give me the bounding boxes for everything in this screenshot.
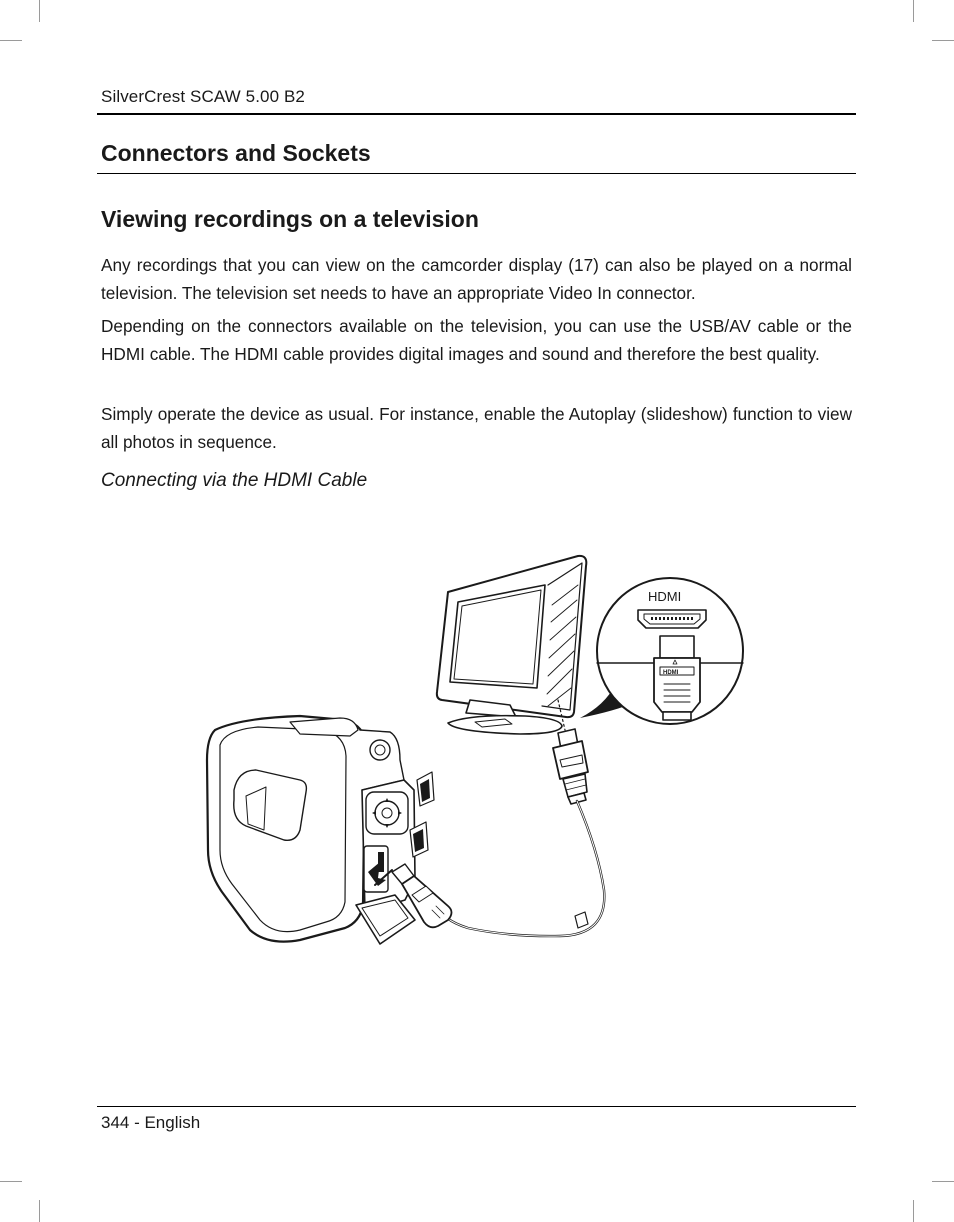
hdmi-connection-illustration <box>200 545 760 955</box>
crop-mark <box>913 1200 914 1222</box>
footer-rule <box>97 1106 856 1107</box>
crop-mark <box>913 0 914 22</box>
running-header: SilverCrest SCAW 5.00 B2 <box>101 87 305 106</box>
crop-mark <box>932 1181 954 1182</box>
hdmi-plug-icon <box>553 729 588 804</box>
paragraph: Simply operate the device as usual. For instance, enable the Autoplay (slideshow) function to view all photos in sequence. <box>101 404 852 452</box>
television-icon <box>437 556 586 734</box>
paragraph: Any recordings that you can view on the camcorder display (17) can also be played on a normal television. The television set needs to have an appropriate Video In connector. <box>101 255 852 303</box>
crop-mark <box>0 1181 22 1182</box>
crop-mark <box>0 40 22 41</box>
crop-mark <box>39 0 40 22</box>
subsection-heading: Viewing recordings on a television <box>101 206 479 232</box>
header-rule <box>97 113 856 115</box>
section-rule <box>97 173 856 174</box>
crop-mark <box>932 40 954 41</box>
section-heading: Connectors and Sockets <box>101 140 371 166</box>
figure-caption: Connecting via the HDMI Cable <box>101 470 368 491</box>
page-number: 344 - English <box>101 1113 201 1132</box>
camcorder-icon <box>207 716 434 944</box>
crop-mark <box>39 1200 40 1222</box>
paragraph: Depending on the connectors available on the television, you can use the USB/AV cable or the HDMI cable. The HDMI cable provides digital images and sound and therefore the best quality. <box>101 316 852 364</box>
hdmi-plug-logo: HDMI <box>663 670 679 676</box>
hdmi-port-label: HDMI <box>648 589 682 604</box>
